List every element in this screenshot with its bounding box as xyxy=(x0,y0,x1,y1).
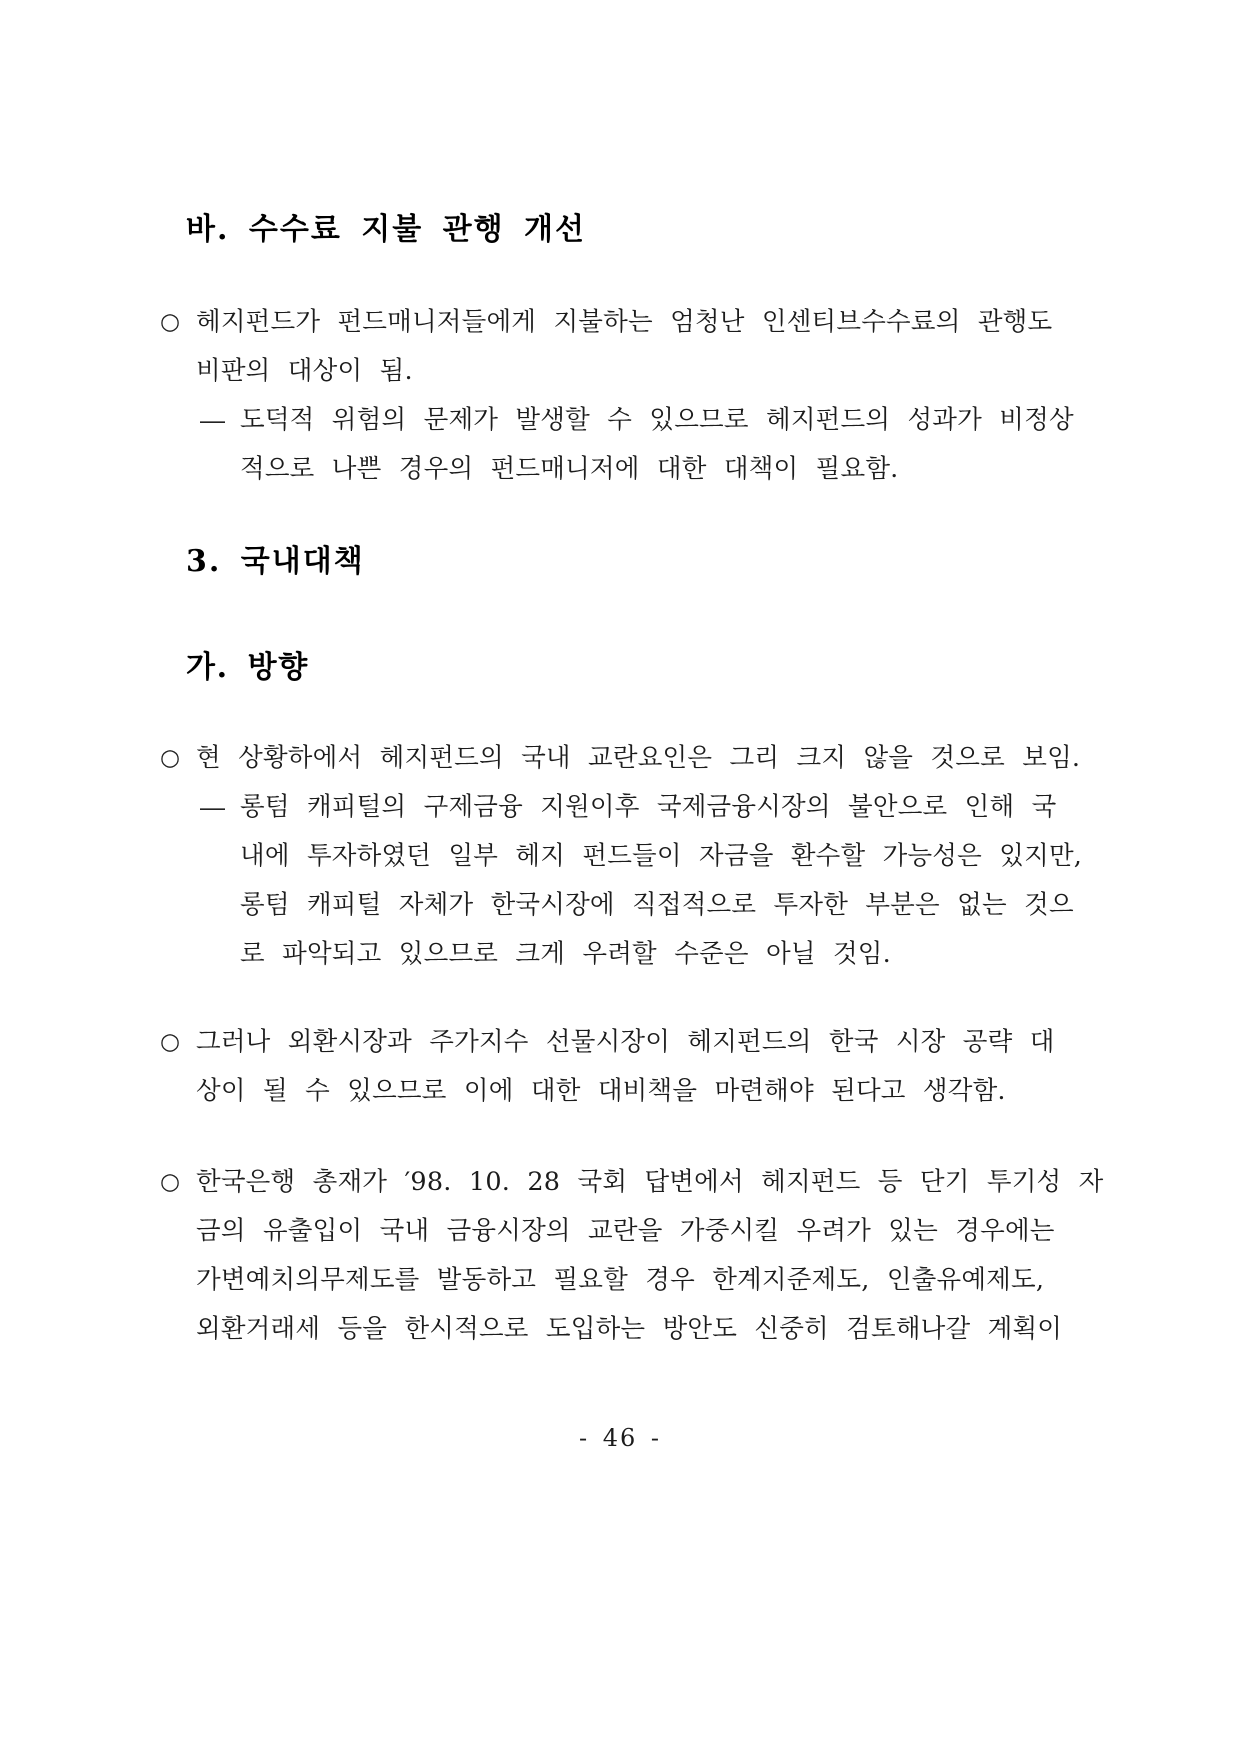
text-line: 도덕적 위험의 문제가 발생할 수 있으므로 헤지펀드의 성과가 비정상 xyxy=(240,405,1074,435)
heading-sub-section-ba: 바. 수수료 지불 관행 개선 xyxy=(186,212,587,247)
page-number: - 46 - xyxy=(578,1424,661,1452)
circle-bullet-icon: ○ xyxy=(160,1029,181,1055)
bullet-block-6 xyxy=(160,1158,1104,1354)
text-line: 외환거래세 등을 한시적으로 도입하는 방안도 신중히 검토해나갈 계획이 xyxy=(196,1314,1063,1344)
bullet-block-1 xyxy=(160,298,1060,396)
text-line: 롱텀 캐피털의 구제금융 지원이후 국제금융시장의 불안으로 인해 국 xyxy=(240,792,1057,822)
text-line: 상이 될 수 있으므로 이에 대한 대비책을 마련해야 된다고 생각함. xyxy=(196,1076,1006,1106)
em-dash-bullet-icon: ― xyxy=(200,793,225,822)
text-line: 한국은행 총재가 ′98. 10. 28 국회 답변에서 헤지펀드 등 단기 투기성 자 xyxy=(196,1167,1104,1197)
text-line: 비판의 대상이 됨. xyxy=(196,356,413,386)
text-line: 그러나 외환시장과 주가지수 선물시장이 헤지펀드의 한국 시장 공략 대 xyxy=(196,1027,1055,1057)
em-dash-bullet-icon: ― xyxy=(200,406,225,435)
bullet-block-5-body xyxy=(196,1018,1060,1116)
bullet-block-3-body xyxy=(196,734,1080,783)
heading-section-3: 3. 국내대책 xyxy=(186,544,365,579)
text-line: 금의 유출입이 국내 금융시장의 교란을 가중시킬 우려가 있는 경우에는 xyxy=(196,1216,1055,1246)
text-line: 로 파악되고 있으므로 크게 우려할 수준은 아닐 것임. xyxy=(240,939,891,969)
text-line: 롱텀 캐피털 자체가 한국시장에 직접적으로 투자한 부분은 없는 것으 xyxy=(240,890,1074,920)
bullet-block-4 xyxy=(200,783,1083,979)
text-line: 적으로 나쁜 경우의 펀드매니저에 대한 대책이 필요함. xyxy=(240,454,899,484)
circle-bullet-icon: ○ xyxy=(160,309,181,335)
text-line: 현 상황하에서 헤지펀드의 국내 교란요인은 그리 크지 않을 것으로 보임. xyxy=(196,743,1081,773)
bullet-block-3 xyxy=(160,734,1081,783)
circle-bullet-icon: ○ xyxy=(160,745,181,771)
bullet-block-2 xyxy=(200,396,1080,494)
heading-sub-section-ga: 가. 방향 xyxy=(186,650,309,685)
circle-bullet-icon: ○ xyxy=(160,1169,181,1195)
bullet-block-4-body xyxy=(240,783,1082,979)
bullet-block-5 xyxy=(160,1018,1060,1116)
text-line: 가변예치의무제도를 발동하고 필요할 경우 한계지준제도, 인출유예제도, xyxy=(196,1265,1045,1295)
text-line: 헤지펀드가 펀드매니저들에게 지불하는 엄청난 인센티브수수료의 관행도 xyxy=(196,307,1053,337)
text-line: 내에 투자하였던 일부 헤지 펀드들이 자금을 환수할 가능성은 있지만, xyxy=(240,841,1083,871)
bullet-block-6-body xyxy=(196,1158,1104,1354)
bullet-block-2-body xyxy=(240,396,1080,494)
bullet-block-1-body xyxy=(196,298,1060,396)
page-content xyxy=(160,0,1104,1755)
